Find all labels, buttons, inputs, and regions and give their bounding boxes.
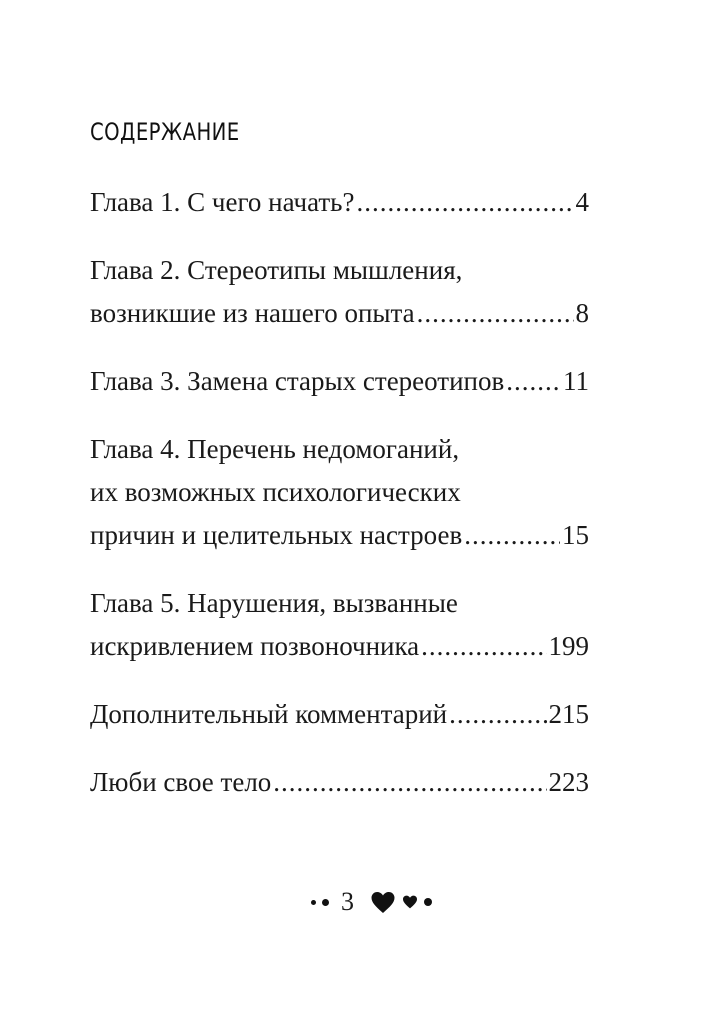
dot-leader [449, 693, 546, 736]
dot-leader [506, 360, 561, 403]
toc-entry-chapter-4[interactable] [90, 428, 589, 557]
entry-page-number: 4 [575, 187, 589, 217]
entry-title-line: искривлением позвоночника [90, 631, 420, 661]
entry-page-number: 199 [548, 631, 589, 661]
toc-entry-chapter-2[interactable] [90, 249, 589, 335]
entry-page-number: 11 [563, 366, 589, 396]
toc-entry-love-your-body[interactable] [90, 761, 589, 804]
page-folio [311, 882, 451, 922]
toc-heading: СОДЕРЖАНИЕ [90, 118, 240, 146]
dot-leader [417, 292, 574, 335]
entry-title: Люби свое тело [90, 767, 272, 797]
entry-title-line: их возможных психологических [90, 477, 461, 507]
entry-title: Глава 1. С чего начать? [90, 187, 355, 217]
entry-title: Глава 3. Замена старых стереотипов [90, 366, 505, 396]
dot-leader [421, 625, 546, 668]
entry-title-line: причин и целительных настроев [90, 520, 463, 550]
toc-entry-chapter-1[interactable] [90, 181, 589, 224]
table-of-contents [90, 181, 589, 829]
toc-entry-commentary[interactable] [90, 693, 589, 736]
entry-title-line: возникшие из нашего опыта [90, 298, 415, 328]
large-heart-icon [370, 891, 396, 914]
dot-leader [356, 181, 573, 224]
dot-leader [273, 761, 546, 804]
toc-entry-chapter-3[interactable] [90, 360, 589, 403]
entry-page-number: 215 [548, 699, 589, 729]
entry-page-number: 8 [575, 298, 589, 328]
entry-title-line: Глава 2. Стереотипы мышления, [90, 255, 463, 285]
entry-title-line: Глава 5. Нарушения, вызванные [90, 588, 458, 618]
entry-page-number: 15 [562, 520, 589, 550]
entry-title-line: Глава 4. Перечень недомоганий, [90, 434, 460, 464]
small-heart-icon [402, 895, 418, 909]
dot-leader [464, 514, 560, 557]
toc-entry-chapter-5[interactable] [90, 582, 589, 668]
small-dot-icon [311, 900, 316, 905]
page-number: 3 [341, 887, 354, 916]
entry-page-number: 223 [548, 767, 589, 797]
large-dot-icon [424, 898, 432, 906]
medium-dot-icon [322, 899, 329, 906]
entry-title: Дополнительный комментарий [90, 699, 448, 729]
